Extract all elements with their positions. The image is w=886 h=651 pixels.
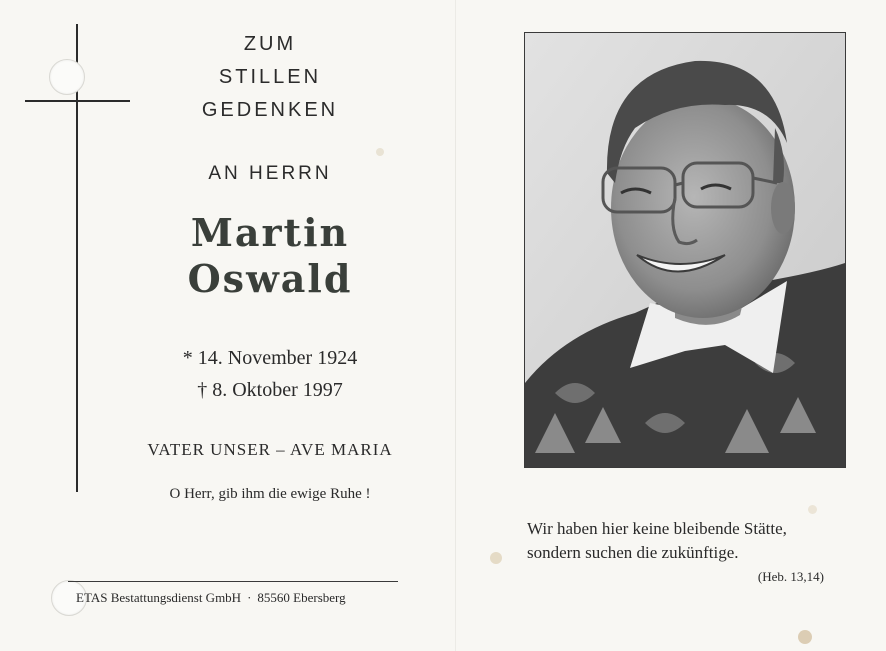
cross-horizontal-bar <box>25 100 130 102</box>
heading-line-1: ZUM <box>243 33 297 55</box>
portrait-photo <box>524 32 846 468</box>
quote-line-1: Wir haben hier keine bleibende Stätte, <box>527 519 787 538</box>
footer-city: 85560 Ebersberg <box>257 590 346 605</box>
rest-prayer: O Herr, gib ihm die ewige Ruhe ! <box>169 486 371 502</box>
birth-date: * 14. November 1924 <box>182 347 358 369</box>
prayers: VATER UNSER – AVE MARIA <box>147 440 393 459</box>
footer-company: ETAS Bestattungsdienst GmbH <box>76 590 242 605</box>
cross-vertical-bar <box>76 24 78 492</box>
footer-separator: · <box>247 590 252 605</box>
heading-line-2: STILLEN <box>218 66 322 88</box>
bible-quote <box>527 517 847 565</box>
footer <box>76 590 406 606</box>
heading-line-3: GEDENKEN <box>201 99 339 121</box>
paper-stain <box>808 505 817 514</box>
paper-stain <box>490 552 502 564</box>
first-name: Martin <box>190 210 350 255</box>
death-date: † 8. Oktober 1997 <box>197 379 343 401</box>
life-dates <box>130 342 410 406</box>
punch-hole-top <box>49 59 85 95</box>
card-fold <box>455 0 456 651</box>
paper-stain <box>376 148 384 156</box>
paper-stain <box>798 630 812 644</box>
heading <box>130 28 410 127</box>
quote-line-2: sondern suchen die zukünftige. <box>527 543 739 562</box>
footer-divider <box>68 581 398 582</box>
quote-reference: (Heb. 13,14) <box>757 569 824 584</box>
deceased-name <box>130 210 410 302</box>
last-name: Oswald <box>187 256 353 301</box>
salutation: AN HERRN <box>208 163 332 184</box>
